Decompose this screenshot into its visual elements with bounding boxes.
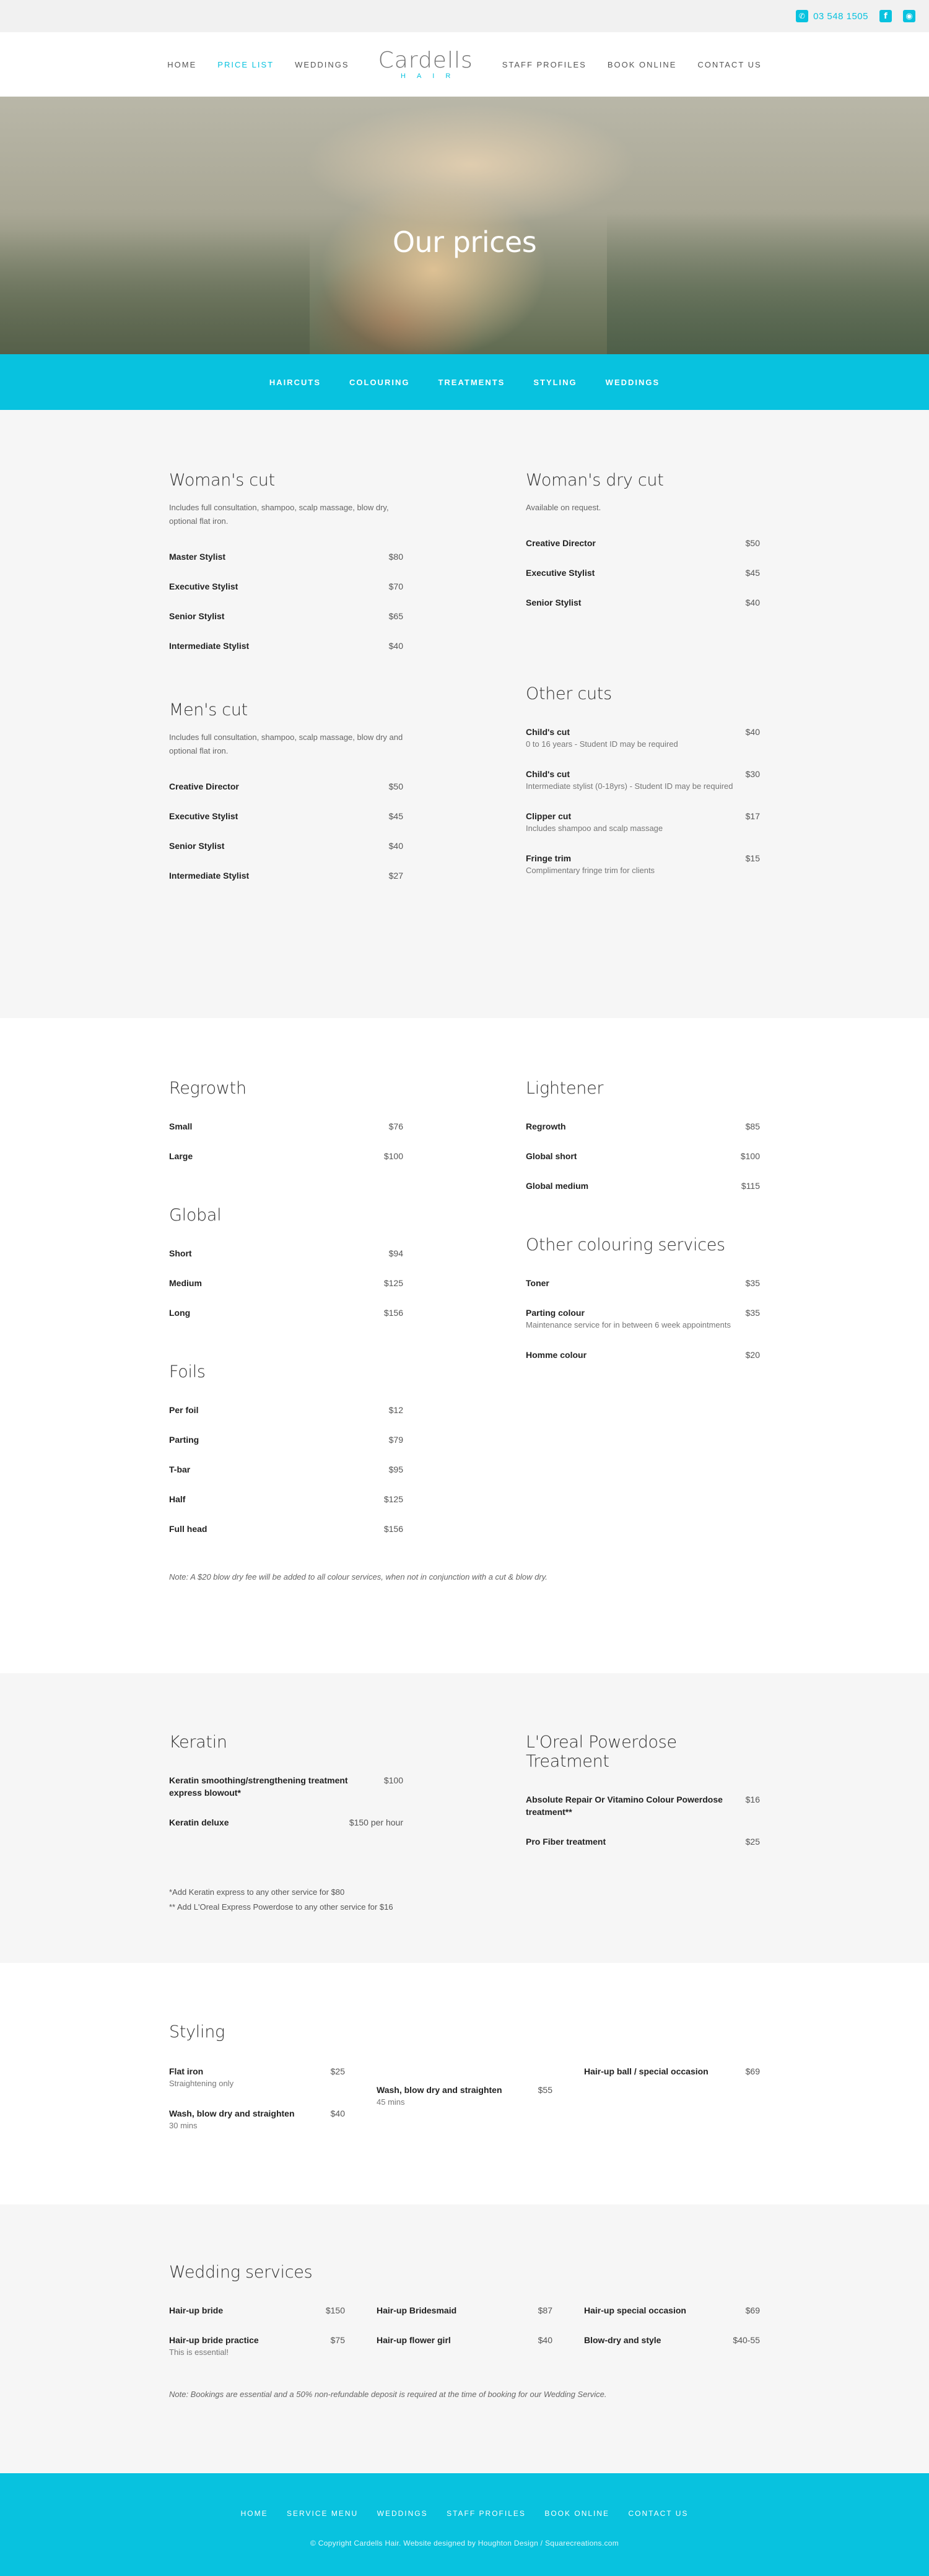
section-title: Men's cut bbox=[169, 700, 248, 720]
service-name: Wash, blow dry and straighten bbox=[169, 2108, 295, 2118]
service-price: $25 bbox=[745, 1837, 760, 1847]
price-row bbox=[526, 852, 760, 877]
service-name: Flat iron bbox=[169, 2066, 204, 2076]
nav-contact-us[interactable]: CONTACT US bbox=[697, 59, 762, 69]
service-price: $150 per hour bbox=[349, 1817, 403, 1827]
section-title: Woman's dry cut bbox=[526, 471, 664, 490]
service-name: Keratin deluxe bbox=[169, 1817, 229, 1827]
service-price: $156 bbox=[383, 1524, 403, 1534]
service-name: Child's cut bbox=[526, 727, 570, 737]
service-price: $40 bbox=[388, 841, 403, 851]
service-name: Master Stylist bbox=[169, 552, 226, 562]
service-price: $55 bbox=[538, 2085, 552, 2095]
service-price: $85 bbox=[745, 1121, 760, 1131]
nav-book-online[interactable]: BOOK ONLINE bbox=[607, 59, 677, 69]
section-title: Regrowth bbox=[169, 1079, 246, 1098]
treatment-note: *Add Keratin express to any other service for $80 bbox=[169, 1887, 345, 1897]
service-price: $25 bbox=[330, 2066, 345, 2076]
price-row bbox=[169, 1150, 403, 1162]
service-name: Hair-up bride practice bbox=[169, 2335, 259, 2345]
price-row bbox=[526, 1120, 760, 1133]
service-name: Medium bbox=[169, 1278, 202, 1288]
service-price: $69 bbox=[745, 2305, 760, 2315]
price-row bbox=[526, 537, 760, 549]
foils-block bbox=[169, 1362, 403, 1535]
service-price: $95 bbox=[388, 1464, 403, 1474]
price-row bbox=[169, 1120, 403, 1133]
price-row bbox=[377, 2334, 552, 2346]
service-name: Large bbox=[169, 1151, 193, 1161]
service-name: Executive Stylist bbox=[526, 568, 595, 578]
nav-home[interactable]: HOME bbox=[167, 59, 197, 69]
price-row bbox=[169, 1434, 403, 1446]
service-price: $100 bbox=[383, 1775, 403, 1785]
price-row bbox=[526, 726, 760, 751]
cat-haircuts[interactable]: HAIRCUTS bbox=[269, 377, 321, 387]
footer-link-home[interactable]: HOME bbox=[240, 2509, 268, 2518]
cat-colouring[interactable]: COLOURING bbox=[349, 377, 410, 387]
service-price: $94 bbox=[388, 1248, 403, 1258]
service-name: Parting colour bbox=[526, 1308, 585, 1318]
price-row bbox=[526, 768, 760, 793]
service-name: Parting bbox=[169, 1435, 199, 1445]
nav-staff-profiles[interactable]: STAFF PROFILES bbox=[502, 59, 587, 69]
service-price: $45 bbox=[745, 568, 760, 578]
service-price: $20 bbox=[745, 1350, 760, 1360]
treatment-note: ** Add L'Oreal Express Powerdose to any other service for $16 bbox=[169, 1902, 393, 1912]
price-row bbox=[169, 1523, 403, 1535]
top-contact-bar bbox=[0, 0, 929, 32]
service-name: Hair-up special occasion bbox=[584, 2305, 686, 2315]
cat-weddings[interactable]: WEDDINGS bbox=[605, 377, 660, 387]
price-row bbox=[169, 1277, 403, 1289]
price-row bbox=[526, 810, 760, 835]
service-note: Complimentary fringe trim for clients bbox=[526, 866, 655, 875]
service-price: $80 bbox=[388, 552, 403, 562]
service-name: Regrowth bbox=[526, 1121, 566, 1131]
facebook-icon[interactable]: f bbox=[879, 10, 892, 22]
service-price: $17 bbox=[745, 811, 760, 821]
section-desc: Includes full consultation, shampoo, scalp massage, blow dry and optional flat iron. bbox=[169, 733, 403, 755]
section-title: Other colouring services bbox=[526, 1235, 725, 1255]
service-price: $69 bbox=[745, 2066, 760, 2076]
mens-cut-block bbox=[169, 700, 403, 882]
section-title: Keratin bbox=[169, 1733, 227, 1752]
service-price: $27 bbox=[388, 871, 403, 881]
colouring-section bbox=[0, 1018, 929, 1673]
service-price: $40 bbox=[745, 598, 760, 607]
logo[interactable] bbox=[378, 47, 473, 80]
service-name: Executive Stylist bbox=[169, 811, 238, 821]
price-row bbox=[584, 2334, 760, 2346]
service-name: Executive Stylist bbox=[169, 581, 238, 591]
price-row bbox=[169, 1816, 403, 1829]
service-note: 45 mins bbox=[377, 2097, 405, 2107]
service-note: Straightening only bbox=[169, 2079, 234, 2088]
hero-banner bbox=[0, 97, 929, 354]
price-row bbox=[169, 1463, 403, 1476]
service-price: $45 bbox=[388, 811, 403, 821]
service-price: $30 bbox=[745, 769, 760, 779]
service-name: Intermediate Stylist bbox=[169, 871, 250, 881]
service-name: Hair-up Bridesmaid bbox=[377, 2305, 457, 2315]
service-name: Global medium bbox=[526, 1181, 589, 1191]
price-row bbox=[526, 1277, 760, 1289]
section-title: Foils bbox=[169, 1362, 206, 1382]
service-name: Homme colour bbox=[526, 1350, 587, 1360]
service-name: Long bbox=[169, 1308, 191, 1318]
service-price: $115 bbox=[741, 1181, 760, 1191]
loreal-block bbox=[526, 1733, 760, 1848]
price-row bbox=[584, 2065, 760, 2078]
service-price: $65 bbox=[388, 611, 403, 621]
price-row bbox=[526, 567, 760, 579]
service-price: $156 bbox=[383, 1308, 403, 1318]
service-name: T-bar bbox=[169, 1464, 191, 1474]
price-row bbox=[169, 640, 403, 652]
section-title: L'Oreal Powerdose Treatment bbox=[526, 1733, 677, 1771]
price-row bbox=[169, 840, 403, 852]
service-price: $16 bbox=[745, 1795, 760, 1804]
price-row bbox=[169, 1247, 403, 1260]
service-name: Fringe trim bbox=[526, 853, 572, 863]
price-row bbox=[169, 580, 403, 593]
section-desc: Available on request. bbox=[526, 503, 601, 512]
footer-link-contact-us[interactable]: CONTACT US bbox=[628, 2509, 689, 2518]
service-name: Senior Stylist bbox=[526, 598, 582, 607]
service-price: $70 bbox=[388, 581, 403, 591]
styling-section bbox=[0, 1963, 929, 2204]
phone-link[interactable] bbox=[796, 10, 868, 22]
copyright: © Copyright Cardells Hair. Website designed by Houghton Design / Squarecreations.com bbox=[310, 2539, 619, 2548]
other-colouring-block bbox=[526, 1235, 760, 1361]
footer-link-book-online[interactable]: BOOK ONLINE bbox=[544, 2509, 610, 2518]
price-row bbox=[169, 810, 403, 822]
keratin-block bbox=[169, 1733, 403, 1829]
price-row bbox=[526, 1150, 760, 1162]
nav-price-list[interactable]: PRICE LIST bbox=[217, 59, 274, 69]
service-price: $50 bbox=[745, 538, 760, 548]
instagram-icon[interactable]: ◉ bbox=[903, 10, 915, 22]
service-note: Maintenance service for in between 6 week appointments bbox=[526, 1320, 731, 1329]
cat-treatments[interactable]: TREATMENTS bbox=[438, 377, 505, 387]
price-row bbox=[169, 2334, 345, 2359]
service-price: $12 bbox=[388, 1405, 403, 1415]
footer bbox=[0, 2473, 929, 2576]
logo-word: Cardells bbox=[378, 47, 473, 73]
treatments-section bbox=[0, 1673, 929, 1963]
weddings-section bbox=[0, 2204, 929, 2473]
service-name: Hair-up bride bbox=[169, 2305, 224, 2315]
price-row bbox=[584, 2304, 760, 2317]
nav-weddings[interactable]: WEDDINGS bbox=[295, 59, 349, 69]
section-title: Lightener bbox=[526, 1079, 604, 1098]
section-title: Other cuts bbox=[526, 684, 612, 703]
colouring-note: Note: A $20 blow dry fee will be added to all colour services, when not in conjunction with a cut & blow dry. bbox=[169, 1572, 547, 1582]
section-title: Wedding services bbox=[169, 2263, 313, 2282]
service-name: Child's cut bbox=[526, 769, 570, 779]
phone-number: 03 548 1505 bbox=[813, 11, 868, 22]
service-price: $100 bbox=[740, 1151, 760, 1161]
cat-styling[interactable]: STYLING bbox=[533, 377, 577, 387]
regrowth-block bbox=[169, 1079, 403, 1162]
price-row bbox=[526, 1180, 760, 1192]
womans-dry-cut-block bbox=[526, 471, 760, 609]
price-row bbox=[169, 780, 403, 793]
service-price: $87 bbox=[538, 2305, 552, 2315]
logo-sub: HAIR bbox=[401, 72, 462, 80]
service-name: Creative Director bbox=[169, 781, 239, 791]
price-row bbox=[169, 610, 403, 622]
service-name: Senior Stylist bbox=[169, 611, 225, 621]
price-row bbox=[169, 2107, 345, 2132]
service-name: Hair-up ball / special occasion bbox=[584, 2066, 709, 2076]
service-name: Per foil bbox=[169, 1405, 199, 1415]
service-name: Toner bbox=[526, 1278, 549, 1288]
service-price: $125 bbox=[383, 1278, 403, 1288]
main-nav bbox=[0, 32, 929, 97]
global-block bbox=[169, 1206, 403, 1319]
price-row bbox=[169, 1493, 403, 1505]
service-price: $35 bbox=[745, 1308, 760, 1318]
service-name: Global short bbox=[526, 1151, 577, 1161]
service-name: Hair-up flower girl bbox=[377, 2335, 451, 2345]
category-bar bbox=[0, 354, 929, 410]
price-row bbox=[169, 1774, 403, 1799]
service-note: This is essential! bbox=[169, 2348, 229, 2357]
price-row bbox=[526, 1835, 760, 1848]
service-price: $15 bbox=[745, 853, 760, 863]
service-name: Wash, blow dry and straighten bbox=[377, 2085, 502, 2095]
price-row bbox=[169, 550, 403, 563]
other-cuts-block bbox=[526, 684, 760, 877]
service-name: Half bbox=[169, 1494, 186, 1504]
wedding-note: Note: Bookings are essential and a 50% non-refundable deposit is required at the time of booking for our Wedding Service. bbox=[169, 2390, 607, 2399]
price-row bbox=[526, 1793, 760, 1818]
price-row bbox=[526, 1307, 760, 1331]
price-row bbox=[526, 1349, 760, 1361]
service-note: Includes shampoo and scalp massage bbox=[526, 824, 663, 833]
section-desc: Includes full consultation, shampoo, scalp massage, blow dry, optional flat iron. bbox=[169, 503, 389, 526]
lightener-block bbox=[526, 1079, 760, 1192]
service-note: 0 to 16 years - Student ID may be required bbox=[526, 739, 678, 749]
footer-link-weddings[interactable]: WEDDINGS bbox=[377, 2509, 428, 2518]
service-price: $75 bbox=[330, 2335, 345, 2345]
service-price: $125 bbox=[383, 1494, 403, 1504]
service-name: Creative Director bbox=[526, 538, 596, 548]
service-price: $40 bbox=[538, 2335, 552, 2345]
price-row bbox=[169, 2065, 345, 2090]
service-price: $40 bbox=[388, 641, 403, 651]
service-price: $150 bbox=[325, 2305, 345, 2315]
price-row bbox=[169, 1404, 403, 1416]
section-title: Styling bbox=[169, 2022, 225, 2042]
service-note: Intermediate stylist (0-18yrs) - Student ID may be required bbox=[526, 781, 733, 791]
section-title: Woman's cut bbox=[169, 471, 275, 490]
service-name: Intermediate Stylist bbox=[169, 641, 250, 651]
footer-link-service-menu[interactable]: SERVICE MENU bbox=[287, 2509, 359, 2518]
service-name: Absolute Repair Or Vitamino Colour Powerdose treatment** bbox=[526, 1795, 723, 1817]
service-price: $35 bbox=[745, 1278, 760, 1288]
service-price: $79 bbox=[388, 1435, 403, 1445]
service-note: 30 mins bbox=[169, 2121, 198, 2130]
section-title: Global bbox=[169, 1206, 222, 1225]
service-price: $40 bbox=[745, 727, 760, 737]
service-name: Pro Fiber treatment bbox=[526, 1837, 606, 1847]
service-name: Short bbox=[169, 1248, 192, 1258]
service-name: Keratin smoothing/strengthening treatment express blowout* bbox=[169, 1775, 348, 1798]
price-row bbox=[169, 2304, 345, 2317]
service-price: $76 bbox=[388, 1121, 403, 1131]
service-name: Clipper cut bbox=[526, 811, 572, 821]
service-price: $100 bbox=[383, 1151, 403, 1161]
price-row bbox=[169, 1307, 403, 1319]
service-price: $40-55 bbox=[733, 2335, 760, 2345]
price-row bbox=[377, 2084, 552, 2108]
service-name: Small bbox=[169, 1121, 193, 1131]
service-name: Full head bbox=[169, 1524, 207, 1534]
service-name: Blow-dry and style bbox=[584, 2335, 661, 2345]
price-row bbox=[169, 869, 403, 882]
haircuts-section bbox=[0, 410, 929, 1018]
service-name: Senior Stylist bbox=[169, 841, 225, 851]
phone-icon: ✆ bbox=[796, 10, 808, 22]
service-price: $40 bbox=[330, 2108, 345, 2118]
hero-title: Our prices bbox=[392, 225, 537, 259]
service-price: $50 bbox=[388, 781, 403, 791]
footer-link-staff-profiles[interactable]: STAFF PROFILES bbox=[447, 2509, 526, 2518]
price-row bbox=[377, 2304, 552, 2317]
price-row bbox=[526, 596, 760, 609]
womans-cut-block bbox=[169, 471, 403, 652]
